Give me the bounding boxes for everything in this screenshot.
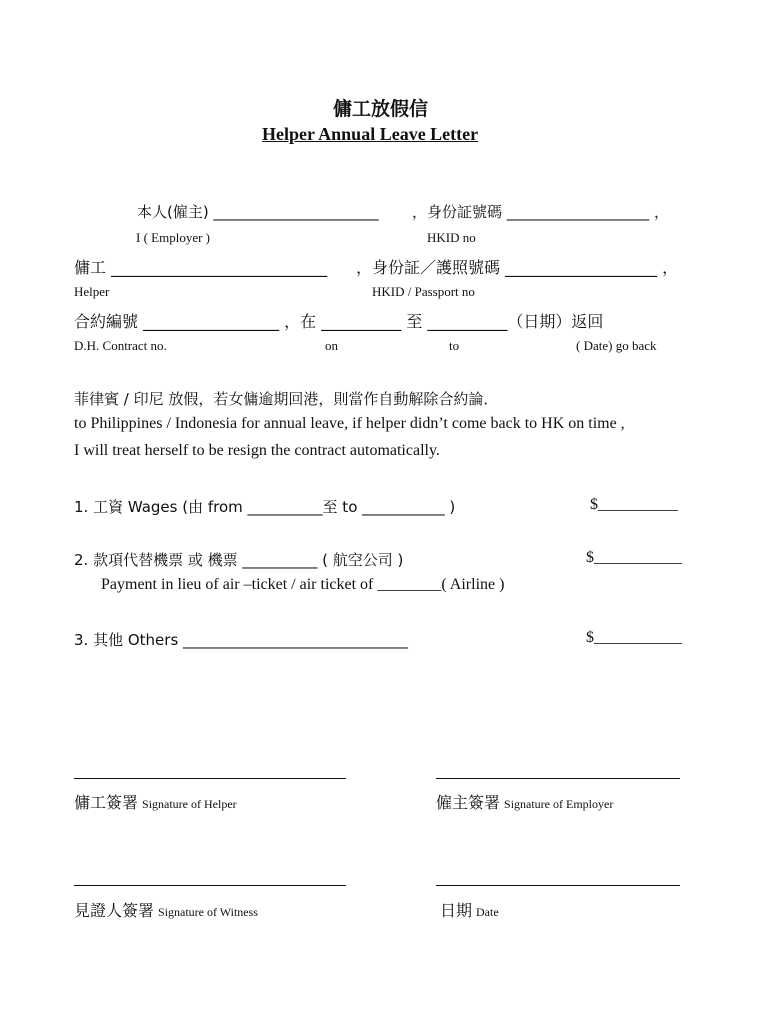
notice-en-line1: to Philippines / Indonesia for annual leave, if helper didn’t come back to HK on time , (74, 415, 625, 432)
witness-signature-label (74, 898, 258, 921)
item-wages: 1. 工資 Wages (由 from __________至 to ___________ ) (74, 498, 456, 516)
item-others-amount: $___________ (586, 629, 682, 646)
contract-date-en: ( Date) go back (576, 338, 657, 353)
date-signature-label (440, 898, 499, 921)
helper-signature-zh: 傭工簽署 (74, 793, 139, 812)
witness-signature-line[interactable] (74, 885, 346, 886)
contract-on-en: on (325, 338, 338, 353)
item-air-ticket-subtext: Payment in lieu of air –ticket / air ticket of ________( Airline ) (101, 576, 505, 593)
helper-id-en: HKID / Passport no (372, 284, 475, 299)
item-air-ticket: 2. 款項代替機票 或 機票 __________ ( 航空公司 ) (74, 551, 404, 569)
employer-id-en: HKID no (427, 230, 476, 245)
date-signature-line[interactable] (436, 885, 680, 886)
employer-signature-line[interactable] (436, 778, 680, 779)
title-english: Helper Annual Leave Letter (262, 124, 479, 144)
employer-signature-zh: 僱主簽署 (436, 793, 501, 812)
employer-signature-label (436, 790, 613, 813)
notice-en-line2: I will treat herself to be resign the contract automatically. (74, 442, 440, 459)
date-signature-en: Date (476, 905, 499, 919)
item-wages-amount: $__________ (590, 496, 678, 513)
witness-signature-en: Signature of Witness (158, 905, 258, 919)
employer-signature-en: Signature of Employer (504, 797, 614, 811)
helper-label-zh: 傭工 ___________________________ (74, 258, 328, 277)
witness-signature-zh: 見證人簽署 (74, 901, 155, 920)
contract-to-en: to (449, 338, 460, 353)
helper-signature-label (74, 790, 237, 813)
contract-row-zh: 合約編號 _________________ ，在 __________ 至 __________（日期）返回 (74, 312, 604, 331)
employer-label-zh: 本人(僱主) ______________________ (137, 203, 379, 221)
helper-signature-en: Signature of Helper (142, 797, 237, 811)
contract-no-en: D.H. Contract no. (74, 338, 167, 353)
helper-id-zh: ，身份証／護照號碼 ___________________ ， (356, 258, 679, 277)
item-air-ticket-amount: $___________ (586, 549, 682, 566)
item-others: 3. 其他 Others ______________________________ (74, 631, 409, 649)
helper-signature-line[interactable] (74, 778, 346, 779)
title-chinese: 傭工放假信 (333, 98, 429, 120)
date-signature-zh: 日期 (440, 901, 473, 920)
helper-label-en: Helper (74, 284, 110, 299)
employer-label-en: I ( Employer ) (136, 230, 211, 245)
notice-zh: 菲律賓 / 印尼 放假，若女傭逾期回港，則當作自動解除合約論． (74, 390, 499, 408)
employer-id-zh: ，身份証號碼 ___________________ ， (412, 203, 670, 221)
